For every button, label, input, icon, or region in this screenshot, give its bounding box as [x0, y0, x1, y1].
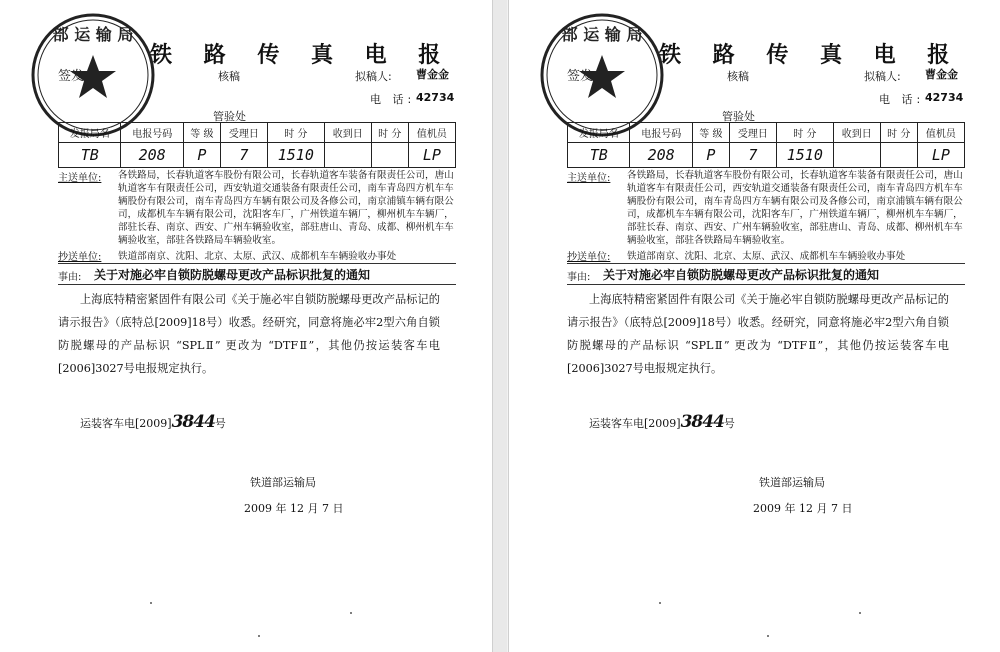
issue-date: 2009 年 12 月 7 日	[244, 502, 344, 515]
value-cell: 208	[121, 143, 183, 168]
docno-handwritten: 3844	[171, 412, 215, 432]
scan-speck	[859, 612, 861, 614]
value-cell	[880, 143, 917, 168]
scan-speck	[767, 635, 769, 637]
recipients-text: 各铁路局，长春轨道客车股份有限公司，长春轨道客车装备有限责任公司，唐山轨道客车有限责任公司，西安轨道交通装备有限责任公司，南车青岛四方机车车辆股份有限公司，南车青岛四方车辆有限公司及各修公司，南京浦镇车辆有限公司，成都机车车辆有限公司，沈阳客车厂，广州铁道车辆厂，柳州机车车辆厂，部驻长春、南京、西安、广州车辆验收室，部驻唐山、青岛、成都、柳州机车车辆验收室，部驻各铁路局车辆验收室。	[627, 170, 963, 246]
drafter-name: 曹金金	[416, 68, 449, 81]
document-page-left	[0, 0, 493, 652]
phone-label: 电 话:	[879, 93, 925, 106]
phone-value: 42734	[416, 91, 455, 104]
header-cell: 时 分	[777, 123, 834, 143]
issue-date: 2009 年 12 月 7 日	[753, 502, 853, 515]
document-title: 铁 路 传 真 电 报	[150, 43, 453, 68]
issuer: 铁道部运输局	[250, 476, 316, 489]
recipients-text: 各铁路局，长春轨道客车股份有限公司，长春轨道客车装备有限责任公司，唐山轨道客车有限责任公司，西安轨道交通装备有限责任公司，南车青岛四方机车车辆股份有限公司，南车青岛四方车辆有限公司及各修公司，南京浦镇车辆有限公司，成都机车车辆有限公司，沈阳客车厂，广州铁道车辆厂，柳州机车车辆厂，部驻长春、南京、西安、广州车辆验收室，部驻唐山、青岛、成都、柳州机车车辆验收室，部驻各铁路局车辆验收室。	[118, 170, 454, 246]
header-cell: 电报号码	[121, 123, 183, 143]
header-cell: 时 分	[880, 123, 917, 143]
body-text: 上海底特精密紧固件有限公司《关于施必牢自锁防脱螺母更改产品标记的请示报告》（底特总[2009]18号）收悉。经研究，同意将施必牢2型六角自锁防脱螺母的产品标识 “SPLⅡ” 更改为 “DTFⅡ”，其他仍按运装客车电[2006]3027号电报规定执行。	[58, 293, 440, 375]
subject-text: 关于对施必牢自锁防脱螺母更改产品标识批复的通知	[94, 268, 371, 282]
value-cell: 1510	[777, 143, 834, 168]
divider	[567, 263, 965, 264]
phone-value: 42734	[925, 91, 964, 104]
docno-suffix: 号	[214, 417, 226, 430]
header-cell: 电报号码	[630, 123, 692, 143]
recipients-label: 主送单位:	[58, 173, 102, 184]
divider	[567, 284, 965, 285]
drafter-label: 拟稿人:	[864, 70, 901, 83]
docno-handwritten: 3844	[680, 412, 724, 432]
value-cell: 208	[630, 143, 692, 168]
subject-text: 关于对施必牢自锁防脱螺母更改产品标识批复的通知	[603, 268, 880, 282]
telegram-header-table	[58, 122, 456, 168]
official-seal	[537, 10, 667, 140]
header-cell: 时 分	[268, 123, 325, 143]
document-title: 铁 路 传 真 电 报	[659, 43, 962, 68]
value-cell: LP	[917, 143, 964, 168]
recipients-label: 主送单位:	[567, 173, 611, 184]
divider	[58, 263, 456, 264]
header-cell: 时 分	[371, 123, 408, 143]
header-cell: 收到日	[833, 123, 880, 143]
cc-label: 抄送单位:	[567, 252, 611, 263]
drafter-name: 曹金金	[925, 68, 958, 81]
drafter-label: 拟稿人:	[355, 70, 392, 83]
phone-label: 电 话:	[370, 93, 416, 106]
telegram-header-table	[567, 122, 965, 168]
svg-text:签发: 签发	[58, 69, 85, 84]
department: 管验处	[722, 110, 755, 123]
header-cell: 受理日	[220, 123, 267, 143]
docno-prefix: 运装客车电[2009]	[589, 417, 681, 430]
header-cell: 受理日	[729, 123, 776, 143]
divider	[58, 284, 456, 285]
value-cell: LP	[408, 143, 455, 168]
value-cell: P	[692, 143, 729, 168]
header-cell: 等 级	[183, 123, 220, 143]
header-cell: 发报局名	[568, 123, 630, 143]
subject-label: 事由:	[567, 272, 591, 283]
cc-text: 铁道部南京、沈阳、北京、太原、武汉、成都机车车辆验收办事处	[627, 251, 906, 262]
body-text: 上海底特精密紧固件有限公司《关于施必牢自锁防脱螺母更改产品标记的请示报告》（底特总[2009]18号）收悉。经研究，同意将施必牢2型六角自锁防脱螺母的产品标识 “SPLⅡ” 更改为 “DTFⅡ”，其他仍按运装客车电[2006]3027号电报规定执行。	[567, 293, 949, 375]
value-cell: P	[183, 143, 220, 168]
department: 管验处	[213, 110, 246, 123]
docno-suffix: 号	[723, 417, 735, 430]
document-number	[80, 412, 226, 432]
value-cell: 7	[729, 143, 776, 168]
cc-label: 抄送单位:	[58, 252, 102, 263]
value-cell: TB	[568, 143, 630, 168]
docno-prefix: 运装客车电[2009]	[80, 417, 172, 430]
page-gutter	[493, 0, 507, 652]
header-cell: 值机员	[917, 123, 964, 143]
value-cell	[371, 143, 408, 168]
header-cell: 值机员	[408, 123, 455, 143]
issuer: 铁道部运输局	[759, 476, 825, 489]
value-cell: 1510	[268, 143, 325, 168]
value-cell: TB	[59, 143, 121, 168]
document-page-right	[508, 0, 1000, 652]
document-number	[589, 412, 735, 432]
value-cell: 7	[220, 143, 267, 168]
scan-speck	[258, 635, 260, 637]
svg-text:部 运 输 局: 部 运 输 局	[52, 25, 134, 44]
scan-speck	[150, 602, 152, 604]
header-cell: 等 级	[692, 123, 729, 143]
cc-text: 铁道部南京、沈阳、北京、太原、武汉、成都机车车辆验收办事处	[118, 251, 397, 262]
header-cell: 发报局名	[59, 123, 121, 143]
header-cell: 收到日	[324, 123, 371, 143]
review-label: 核稿	[727, 70, 749, 83]
value-cell	[324, 143, 371, 168]
svg-text:部 运 输 局: 部 运 输 局	[561, 25, 643, 44]
subject-label: 事由:	[58, 272, 82, 283]
scan-speck	[350, 612, 352, 614]
review-label: 核稿	[218, 70, 240, 83]
scan-speck	[659, 602, 661, 604]
value-cell	[833, 143, 880, 168]
svg-text:签发: 签发	[567, 69, 594, 84]
official-seal	[28, 10, 158, 140]
